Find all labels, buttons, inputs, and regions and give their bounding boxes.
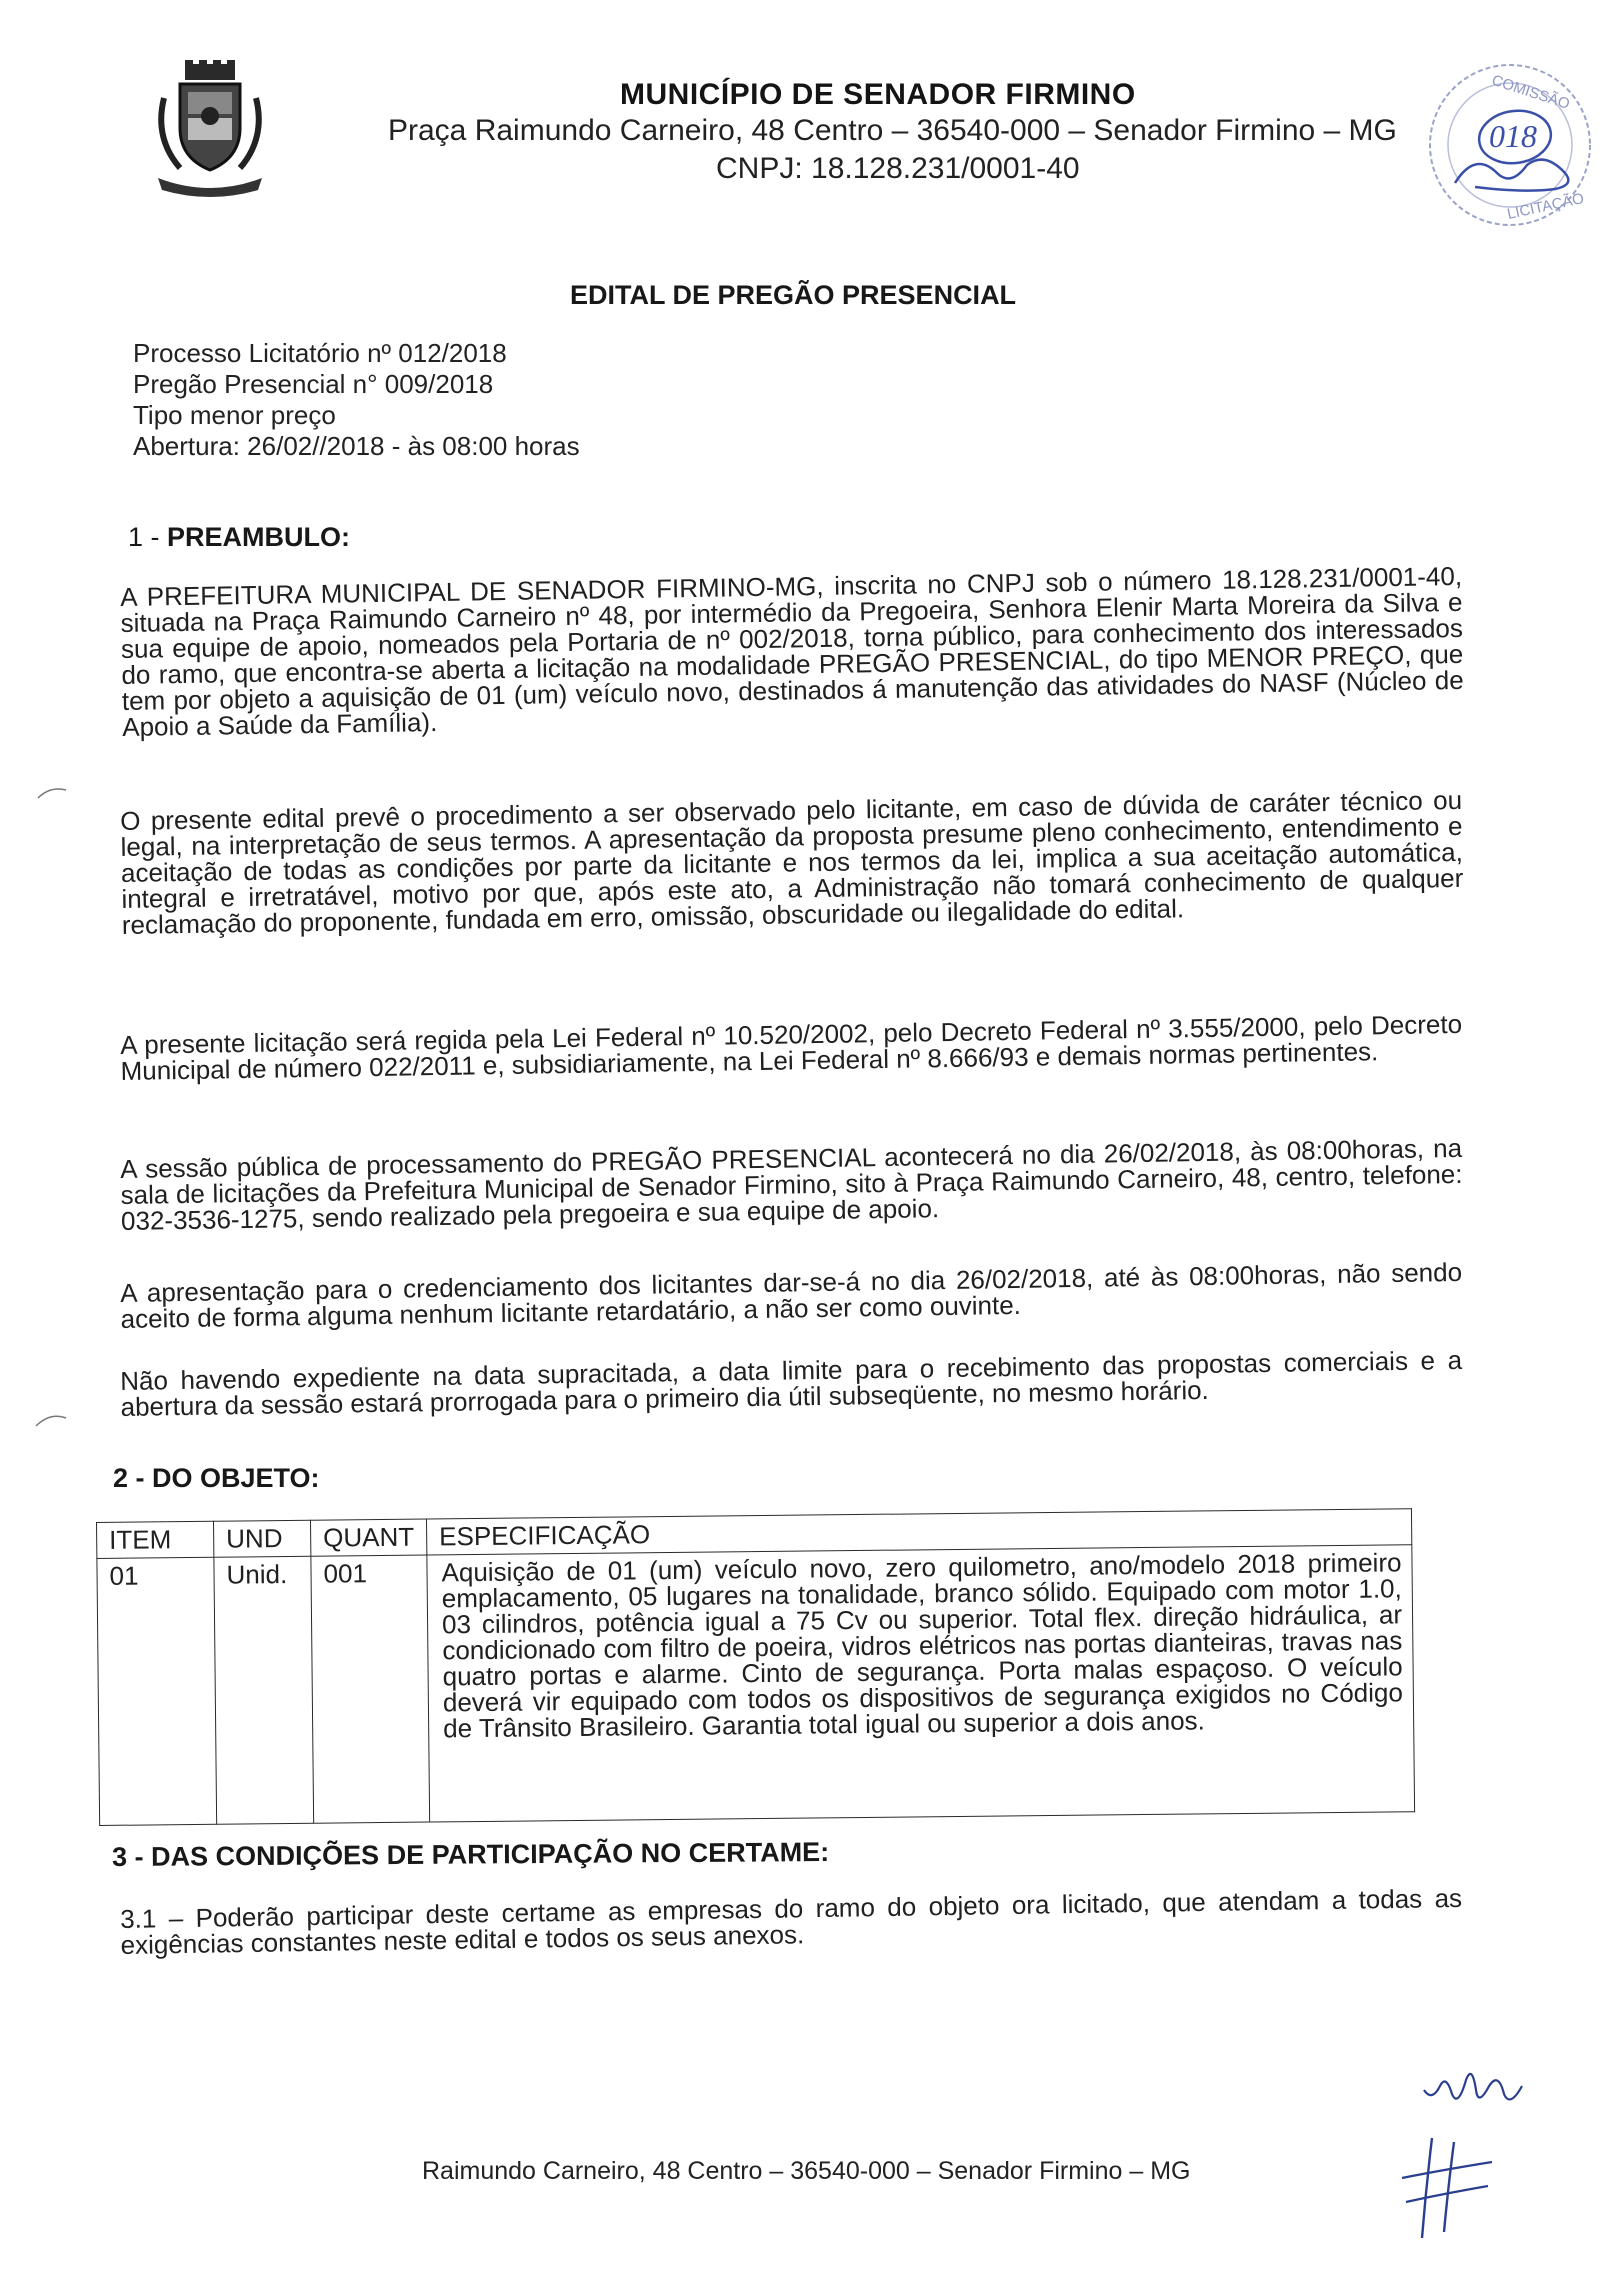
table-row (97, 1545, 1415, 1826)
preamble-paragraph: A PREFEITURA MUNICIPAL DE SENADOR FIRMINO-MG, inscrita no CNPJ sob o número 18.128.231/0001-40, situada na Praça Raimundo Carneiro nº 48, por intermédio da Pregoeira, Senhora Elenir Marta Moreira da Silva e sua equipe de apoio, nomeados pela Portaria de nº 002/2018, torna público, para conhecimento dos interessados do ramo, que encontra-se aberta a licitação na modalidade PREGÃO PRESENCIAL, do tipo MENOR PREÇO, que tem por objeto a aquisição de 01 (um) veículo novo, destinados á manutenção das atividades do NASF (Núcleo de Apoio a Saúde da Família). (119, 560, 1464, 742)
legislation-paragraph: A presente licitação será regida pela Lei Federal nº 10.520/2002, pelo Decreto Federal nº 3.555/2000, pelo Decreto Municipal de número 022/2011 e, subsidiariamente, na Lei Federal nº 8.666/93 e demais normas pertinentes. (119, 1008, 1463, 1086)
section-1-heading (128, 522, 350, 553)
col-quant-header: QUANT (310, 1519, 426, 1556)
initials-signature (1418, 2050, 1538, 2120)
pregao-number: Pregão Presencial n° 009/2018 (133, 369, 494, 399)
commission-stamp (1415, 55, 1600, 235)
procedure-paragraph: O presente edital prevê o procedimento a ser observado pelo licitante, em caso de dúvida de caráter técnico ou legal, na interpretação de seus termos. A apresentação da proposta presume pleno conhecimento, entendimento e aceitação de todas as condições por parte da licitante e nos termos da lei, implica a sua aceitação automática, integral e irretratável, motivo por que, após este ato, a Administração não tomará conhecimento de qualquer reclamação do proponente, fundada em erro, omissão, obscuridade ou ilegalidade do edital. (119, 784, 1464, 940)
rubric-signature (1392, 2128, 1502, 2248)
participation-paragraph: 3.1 – Poderão participar deste certame as empresas do ramo do objeto ora licitado, que atendam a todas as exigências constantes neste edital e todos os seus anexos. (119, 1882, 1463, 1960)
section-1-title: PREAMBULO: (167, 522, 351, 552)
price-type: Tipo menor preço (133, 400, 336, 430)
col-und-header: UND (213, 1520, 310, 1557)
municipality-title: MUNICÍPIO DE SENADOR FIRMINO (620, 78, 1136, 111)
cell-quant: 001 (311, 1555, 430, 1823)
section-3-heading: 3 - DAS CONDIÇÕES DE PARTICIPAÇÃO NO CERTAME: (112, 1836, 830, 1872)
section-2-heading: 2 - DO OBJETO: (113, 1463, 320, 1493)
margin-mark (34, 1408, 70, 1430)
process-number: Processo Licitatório nº 012/2018 (133, 338, 507, 368)
process-info (133, 338, 580, 462)
cell-und: Unid. (214, 1556, 314, 1824)
header-cnpj: CNPJ: 18.128.231/0001-40 (716, 152, 1080, 185)
col-spec-header: ESPECIFICAÇÃO (426, 1509, 1411, 1555)
postponement-paragraph: Não havendo expediente na data supracitada, a data limite para o recebimento das propostas comerciais e a abertura da sessão estará prorrogada para o primeiro dia útil subseqüente, no mesmo horário. (119, 1344, 1463, 1422)
object-table (96, 1508, 1415, 1826)
document-title: EDITAL DE PREGÃO PRESENCIAL (570, 280, 1017, 310)
footer-address: Raimundo Carneiro, 48 Centro – 36540-000 – Senador Firmino – MG (422, 2157, 1191, 2185)
cell-spec: Aquisição de 01 (um) veículo novo, zero quilometro, ano/modelo 2018 primeiro emplacamento, 05 lugares na tonalidade, branco sólido. Equipado com motor 1.0, 03 cilindros, potência igual a 75 Cv ou superior. Total flex. direção hidráulica, ar condicionado com filtro de poeira, vidros elétricos nas portas dianteiras, travas nas quatro portas e alarme. Cinto de segurança. Porta malas espaçoso. O veículo deverá vir equipado com todos os dispositivos de segurança exigidos no Código de Trânsito Brasileiro. Garantia total igual ou superior a dois anos. (427, 1545, 1415, 1822)
opening-date: Abertura: 26/02//2018 - às 08:00 horas (133, 431, 580, 461)
accreditation-paragraph: A apresentação para o credenciamento dos licitantes dar-se-á no dia 26/02/2018, até às 08:00horas, não sendo aceito de forma alguma nenhum licitante retardatário, a não ser como ouvinte. (119, 1256, 1463, 1334)
cell-item: 01 (97, 1557, 217, 1825)
margin-mark (36, 782, 70, 804)
coat-of-arms-icon (150, 58, 270, 198)
header-address: Praça Raimundo Carneiro, 48 Centro – 36540-000 – Senador Firmino – MG (388, 114, 1397, 147)
stamp-ring-bottom: LICITAÇÃO (1505, 190, 1586, 223)
stamp-ring-top: COMISSÃO (1489, 71, 1572, 113)
col-item-header: ITEM (97, 1521, 214, 1558)
section-1-number: 1 - (128, 522, 168, 552)
stamp-number: 018 (1489, 118, 1537, 154)
session-paragraph: A sessão pública de processamento do PREGÃO PRESENCIAL acontecerá no dia 26/02/2018, às 08:00horas, na sala de licitações da Prefeitura Municipal de Senador Firmino, sito à Praça Raimundo Carneiro, 48, centro, telefone: 032-3536-1275, sendo realizado pela pregoeira e sua equipe de apoio. (119, 1132, 1463, 1236)
